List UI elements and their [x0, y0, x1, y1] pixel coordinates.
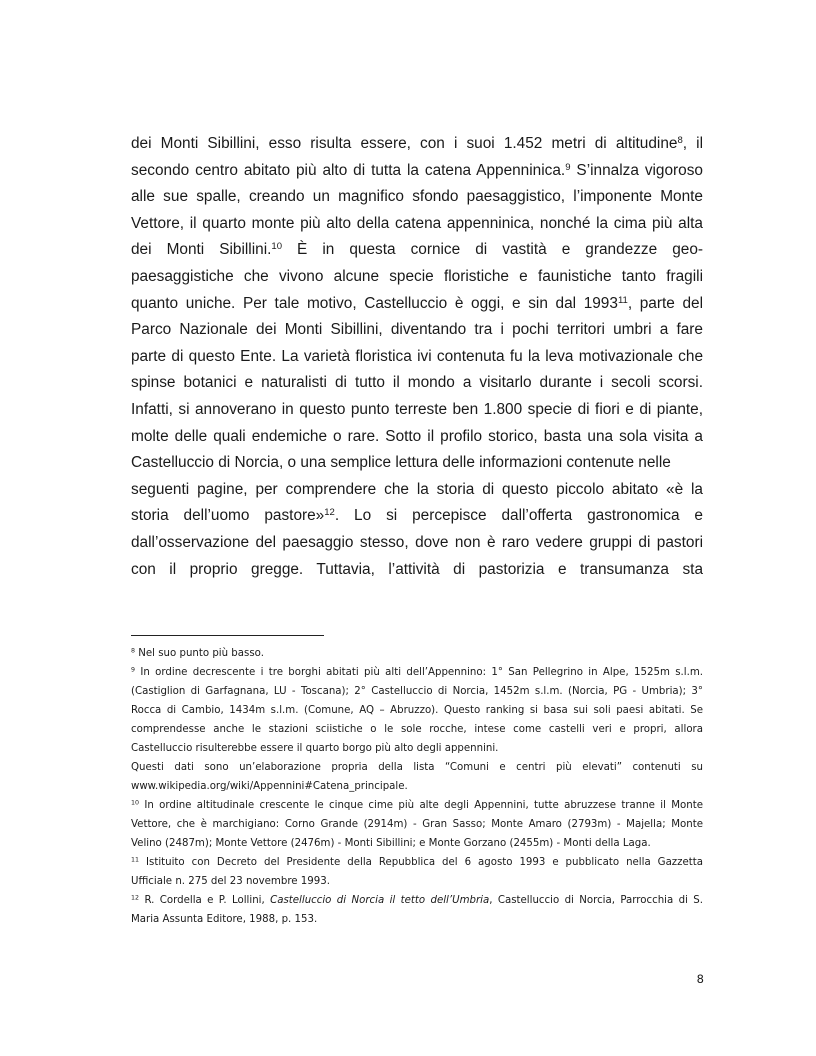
body-line: dei Monti Sibillini, esso risulta essere, con i suoi 1.452 metri di altitudine$^8$, il	[131, 134, 703, 152]
book-title: Castelluccio di Norcia il tetto dell’Umbria	[270, 895, 490, 906]
footnote-ref[interactable]: 10	[271, 241, 283, 253]
footnote-link[interactable]: www.wikipedia.org/wiki/Appennini#Catena_principale.	[131, 781, 408, 792]
footnote-ref[interactable]: 12	[324, 507, 335, 519]
body-line: quanto uniche. Per tale motivo, Castelluccio è oggi, e sin dal 1993$^{11}$, parte del	[131, 294, 703, 312]
body-line: con il proprio gregge. Tuttavia, l’attività di pastorizia e transumanza sta	[131, 560, 703, 578]
body-line: parte di questo Ente. La varietà floristica ivi contenuta fu la leva motivazionale che	[131, 347, 703, 365]
footnote-8: $^8$ Nel suo punto più basso.	[131, 647, 264, 659]
footnote-separator	[131, 635, 324, 636]
body-line: Castelluccio di Norcia, o una semplice lettura delle informazioni contenute nelle	[131, 454, 671, 472]
footnote-line: comprendesse anche le stazioni sciistiche o le sole rocche, intese come castelli veri e propri, allora	[131, 724, 703, 735]
body-line: alle sue spalle, creando un magnifico sfondo paesaggistico, l’imponente Monte	[131, 188, 703, 206]
body-line: molte delle quali endemiche o rare. Sotto il profilo storico, basta una sola visita a	[131, 427, 703, 445]
footnote-ref[interactable]: 9	[565, 161, 571, 173]
footnote-11: $^{11}$ Istituito con Decreto del Presidente della Repubblica del 6 agosto 1993 e pubblicato nella Gazzetta	[131, 856, 703, 868]
footnote-line: (Castiglion di Garfagnana, LU - Toscana); 2° Castelluccio di Norcia, 1452m s.l.m. (Norcia, PG - Umbria); 3°	[131, 686, 703, 697]
footnote-ref[interactable]: 8	[677, 134, 683, 146]
footnote-ref[interactable]: 11	[617, 294, 628, 306]
footnote-line: Castelluccio risulterebbe essere il quarto borgo più alto degli appennini.	[131, 743, 499, 754]
footnote-line: Vettore, che è marchigiano: Corno Grande (2914m) - Gran Sasso; Monte Amaro (2793m) - Majella; Monte	[131, 819, 703, 830]
footnote-line: Rocca di Cambio, 1434m s.l.m. (Comune, AQ – Abruzzo). Questo ranking si basa sui soli paesi abitati. Se	[131, 705, 703, 716]
body-line: spinse botanici e naturalisti di tutto il mondo a visitarlo durante i secoli scorsi.	[131, 374, 703, 392]
body-line: Infatti, si annoverano in questo punto terreste ben 1.800 specie di fiori e di piante,	[131, 400, 703, 418]
footnote-line: Maria Assunta Editore, 1988, p. 153.	[131, 914, 318, 925]
footnote-line: Velino (2487m); Monte Vettore (2476m) - Monti Sibillini; e Monte Gorzano (2455m) - Monti della Laga.	[131, 838, 651, 849]
footnote-10: $^{10}$ In ordine altitudinale crescente le cinque cime più alte degli Appennini, tutte abruzzese tranne il Monte	[131, 799, 703, 811]
footnote-line: Questi dati sono un’elaborazione propria della lista “Comuni e centri più elevati” contenuti su	[131, 762, 703, 773]
body-line: dall’osservazione del paesaggio stesso, dove non è raro vedere gruppi di pastori	[131, 533, 703, 551]
footnote-line: Ufficiale n. 275 del 23 novembre 1993.	[131, 876, 330, 887]
footnote-9: $^9$ In ordine decrescente i tre borghi abitati più alti dell’Appennino: 1° San Pellegrino in Alpe, 1525m s.l.m.	[131, 666, 703, 678]
body-line: Vettore, il quarto monte più alto della catena appenninica, nonché la cima più alta	[131, 214, 703, 232]
body-line: storia dell’uomo pastore»$^{12}$. Lo si percepisce dall’offerta gastronomica e	[131, 507, 703, 525]
body-line: paesaggistiche che vivono alcune specie floristiche e faunistiche tanto fragili	[131, 267, 703, 285]
body-line: seguenti pagine, per comprendere che la storia di questo piccolo abitato «è la	[131, 480, 703, 498]
body-paragraph	[131, 131, 703, 583]
footnotes	[131, 644, 703, 929]
body-line: Parco Nazionale dei Monti Sibillini, diventando tra i pochi territori umbri a fare	[131, 321, 703, 339]
page-number: 8	[696, 972, 704, 986]
body-line: secondo centro abitato più alto di tutta la catena Appenninica.$^9$ S’innalza vigoroso	[131, 161, 703, 179]
footnote-12: $^{12}$ R. Cordella e P. Lollini, Castelluccio di Norcia il tetto dell’Umbria, Castelluccio di Norcia, Parrocchia di S.	[131, 894, 703, 906]
body-line: dei Monti Sibillini.$^{10}$ È in questa cornice di vastità e grandezze geo-	[131, 241, 703, 259]
